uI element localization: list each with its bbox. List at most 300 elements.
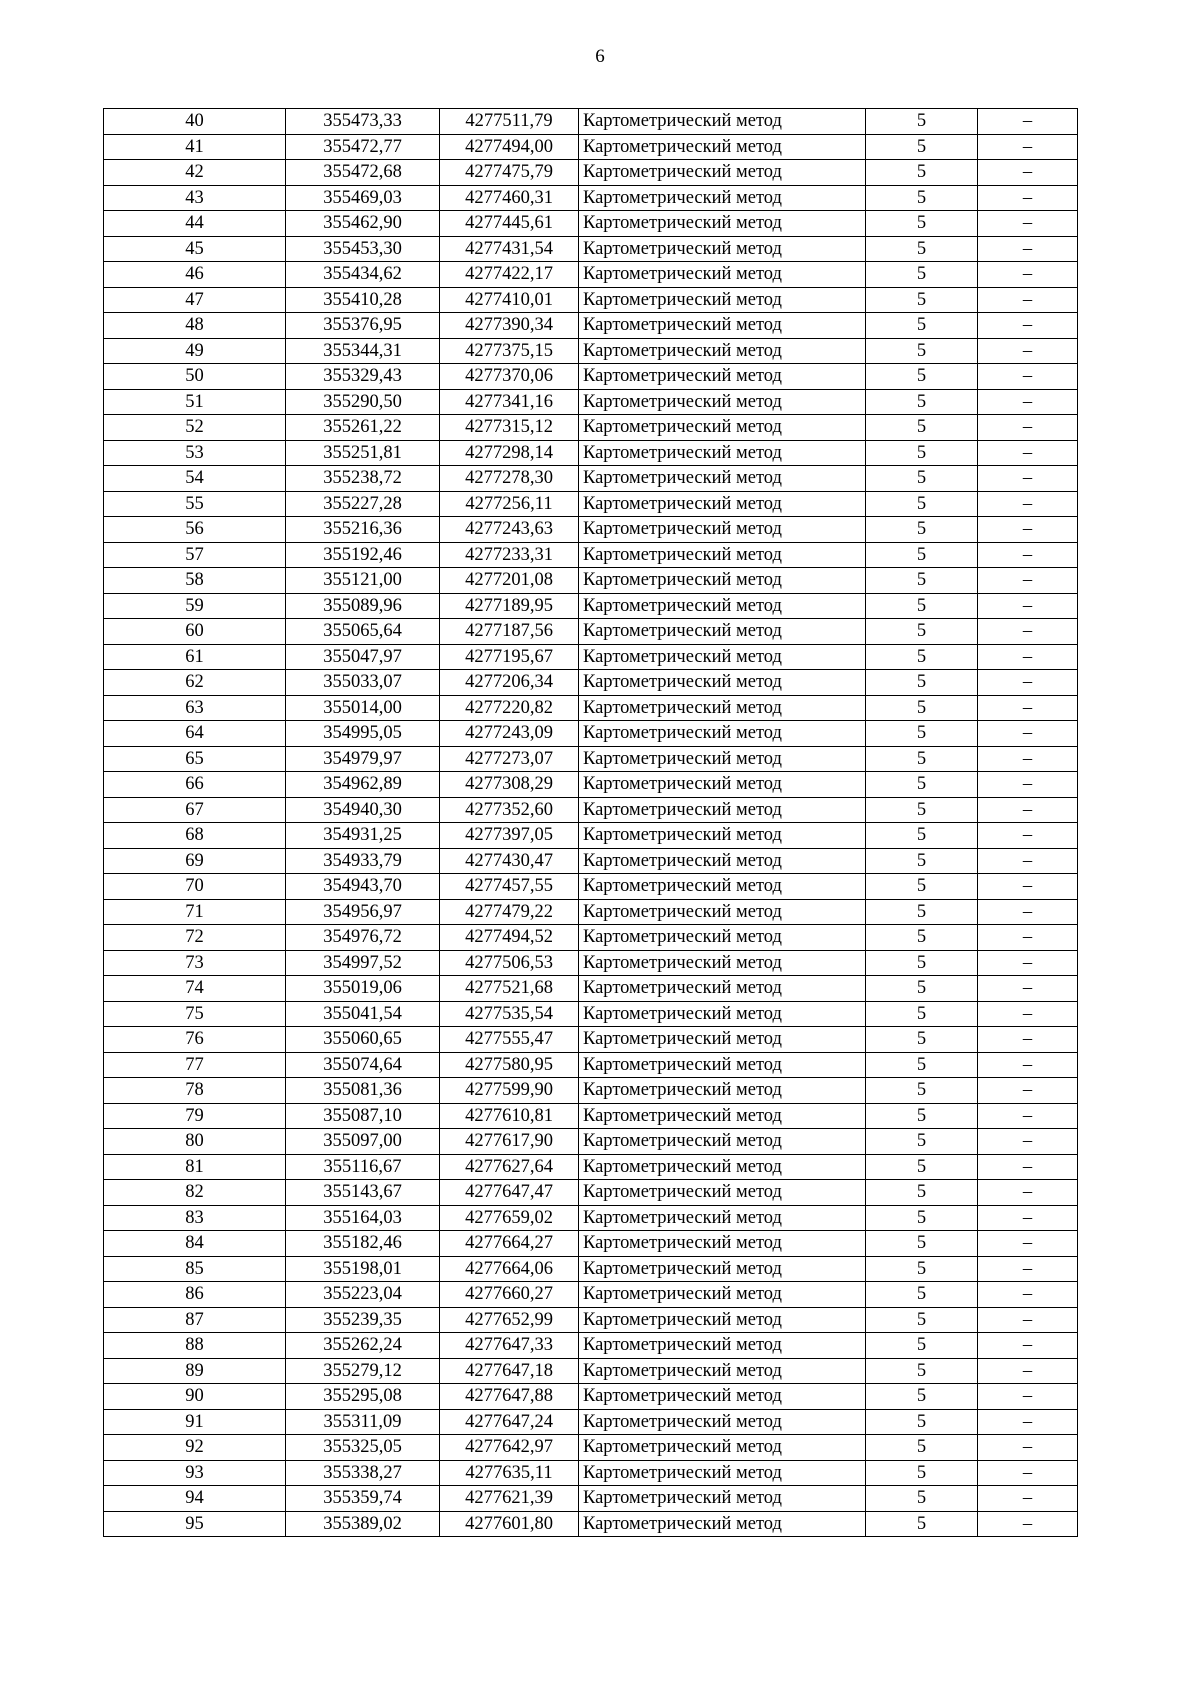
description-cell: – [978, 1435, 1078, 1461]
point-number-cell: 81 [104, 1154, 286, 1180]
table-row [104, 1180, 1078, 1206]
table-row [104, 491, 1078, 517]
y-coordinate-cell: 4277580,95 [440, 1052, 579, 1078]
table-row [104, 1001, 1078, 1027]
description-cell: – [978, 1154, 1078, 1180]
table-row [104, 899, 1078, 925]
y-coordinate-cell: 4277431,54 [440, 236, 579, 262]
y-coordinate-cell: 4277535,54 [440, 1001, 579, 1027]
method-cell: Картометрический метод [579, 466, 866, 492]
point-number-cell: 45 [104, 236, 286, 262]
x-coordinate-cell: 355087,10 [286, 1103, 440, 1129]
table-row [104, 389, 1078, 415]
x-coordinate-cell: 355097,00 [286, 1129, 440, 1155]
y-coordinate-cell: 4277315,12 [440, 415, 579, 441]
x-coordinate-cell: 355376,95 [286, 313, 440, 339]
table-row [104, 848, 1078, 874]
point-number-cell: 80 [104, 1129, 286, 1155]
y-coordinate-cell: 4277278,30 [440, 466, 579, 492]
x-coordinate-cell: 355325,05 [286, 1435, 440, 1461]
table-row [104, 415, 1078, 441]
y-coordinate-cell: 4277206,34 [440, 670, 579, 696]
y-coordinate-cell: 4277521,68 [440, 976, 579, 1002]
method-cell: Картометрический метод [579, 1001, 866, 1027]
table-row [104, 1078, 1078, 1104]
accuracy-cell: 5 [866, 440, 978, 466]
point-number-cell: 63 [104, 695, 286, 721]
accuracy-cell: 5 [866, 517, 978, 543]
accuracy-cell: 5 [866, 262, 978, 288]
x-coordinate-cell: 354933,79 [286, 848, 440, 874]
accuracy-cell: 5 [866, 338, 978, 364]
y-coordinate-cell: 4277660,27 [440, 1282, 579, 1308]
method-cell: Картометрический метод [579, 619, 866, 645]
y-coordinate-cell: 4277610,81 [440, 1103, 579, 1129]
y-coordinate-cell: 4277243,09 [440, 721, 579, 747]
point-number-cell: 82 [104, 1180, 286, 1206]
accuracy-cell: 5 [866, 1486, 978, 1512]
point-number-cell: 50 [104, 364, 286, 390]
table-row [104, 1103, 1078, 1129]
y-coordinate-cell: 4277422,17 [440, 262, 579, 288]
accuracy-cell: 5 [866, 1129, 978, 1155]
x-coordinate-cell: 355311,09 [286, 1409, 440, 1435]
accuracy-cell: 5 [866, 848, 978, 874]
table-row [104, 440, 1078, 466]
table-row [104, 287, 1078, 313]
description-cell: – [978, 568, 1078, 594]
x-coordinate-cell: 354997,52 [286, 950, 440, 976]
point-number-cell: 76 [104, 1027, 286, 1053]
y-coordinate-cell: 4277410,01 [440, 287, 579, 313]
accuracy-cell: 5 [866, 1435, 978, 1461]
x-coordinate-cell: 354979,97 [286, 746, 440, 772]
y-coordinate-cell: 4277635,11 [440, 1460, 579, 1486]
method-cell: Картометрический метод [579, 287, 866, 313]
x-coordinate-cell: 355290,50 [286, 389, 440, 415]
accuracy-cell: 5 [866, 236, 978, 262]
method-cell: Картометрический метод [579, 1460, 866, 1486]
y-coordinate-cell: 4277601,80 [440, 1511, 579, 1537]
y-coordinate-cell: 4277506,53 [440, 950, 579, 976]
table-row [104, 593, 1078, 619]
point-number-cell: 65 [104, 746, 286, 772]
y-coordinate-cell: 4277430,47 [440, 848, 579, 874]
y-coordinate-cell: 4277599,90 [440, 1078, 579, 1104]
point-number-cell: 90 [104, 1384, 286, 1410]
x-coordinate-cell: 354931,25 [286, 823, 440, 849]
method-cell: Картометрический метод [579, 1154, 866, 1180]
method-cell: Картометрический метод [579, 1307, 866, 1333]
method-cell: Картометрический метод [579, 1256, 866, 1282]
method-cell: Картометрический метод [579, 389, 866, 415]
description-cell: – [978, 287, 1078, 313]
description-cell: – [978, 415, 1078, 441]
table-row [104, 746, 1078, 772]
accuracy-cell: 5 [866, 542, 978, 568]
y-coordinate-cell: 4277256,11 [440, 491, 579, 517]
table-row [104, 695, 1078, 721]
table-row [104, 1154, 1078, 1180]
y-coordinate-cell: 4277659,02 [440, 1205, 579, 1231]
accuracy-cell: 5 [866, 619, 978, 645]
x-coordinate-cell: 355329,43 [286, 364, 440, 390]
accuracy-cell: 5 [866, 593, 978, 619]
accuracy-cell: 5 [866, 695, 978, 721]
description-cell: – [978, 746, 1078, 772]
x-coordinate-cell: 355344,31 [286, 338, 440, 364]
method-cell: Картометрический метод [579, 874, 866, 900]
table-row [104, 313, 1078, 339]
accuracy-cell: 5 [866, 1103, 978, 1129]
accuracy-cell: 5 [866, 1409, 978, 1435]
y-coordinate-cell: 4277187,56 [440, 619, 579, 645]
x-coordinate-cell: 355089,96 [286, 593, 440, 619]
y-coordinate-cell: 4277627,64 [440, 1154, 579, 1180]
method-cell: Картометрический метод [579, 1103, 866, 1129]
x-coordinate-cell: 355014,00 [286, 695, 440, 721]
point-number-cell: 78 [104, 1078, 286, 1104]
accuracy-cell: 5 [866, 1460, 978, 1486]
point-number-cell: 94 [104, 1486, 286, 1512]
description-cell: – [978, 1511, 1078, 1537]
description-cell: – [978, 925, 1078, 951]
table-row [104, 160, 1078, 186]
method-cell: Картометрический метод [579, 823, 866, 849]
accuracy-cell: 5 [866, 364, 978, 390]
accuracy-cell: 5 [866, 185, 978, 211]
x-coordinate-cell: 355227,28 [286, 491, 440, 517]
accuracy-cell: 5 [866, 1358, 978, 1384]
table-row [104, 1435, 1078, 1461]
x-coordinate-cell: 355462,90 [286, 211, 440, 237]
x-coordinate-cell: 354956,97 [286, 899, 440, 925]
table-row [104, 466, 1078, 492]
table-row [104, 772, 1078, 798]
accuracy-cell: 5 [866, 1205, 978, 1231]
point-number-cell: 43 [104, 185, 286, 211]
table-row [104, 338, 1078, 364]
table-row [104, 1409, 1078, 1435]
description-cell: – [978, 236, 1078, 262]
table-row [104, 1282, 1078, 1308]
y-coordinate-cell: 4277475,79 [440, 160, 579, 186]
x-coordinate-cell: 355262,24 [286, 1333, 440, 1359]
y-coordinate-cell: 4277555,47 [440, 1027, 579, 1053]
point-number-cell: 83 [104, 1205, 286, 1231]
method-cell: Картометрический метод [579, 568, 866, 594]
point-number-cell: 41 [104, 134, 286, 160]
accuracy-cell: 5 [866, 491, 978, 517]
method-cell: Картометрический метод [579, 1027, 866, 1053]
description-cell: – [978, 1486, 1078, 1512]
y-coordinate-cell: 4277308,29 [440, 772, 579, 798]
description-cell: – [978, 950, 1078, 976]
y-coordinate-cell: 4277195,67 [440, 644, 579, 670]
table-row [104, 823, 1078, 849]
table-row [104, 109, 1078, 135]
point-number-cell: 72 [104, 925, 286, 951]
point-number-cell: 74 [104, 976, 286, 1002]
point-number-cell: 42 [104, 160, 286, 186]
method-cell: Картометрический метод [579, 721, 866, 747]
table-row [104, 797, 1078, 823]
description-cell: – [978, 848, 1078, 874]
table-row [104, 1205, 1078, 1231]
description-cell: – [978, 976, 1078, 1002]
accuracy-cell: 5 [866, 1052, 978, 1078]
point-number-cell: 87 [104, 1307, 286, 1333]
coordinates-table [103, 108, 1078, 1537]
table-row [104, 1460, 1078, 1486]
description-cell: – [978, 823, 1078, 849]
description-cell: – [978, 695, 1078, 721]
method-cell: Картометрический метод [579, 1358, 866, 1384]
point-number-cell: 46 [104, 262, 286, 288]
description-cell: – [978, 1231, 1078, 1257]
accuracy-cell: 5 [866, 160, 978, 186]
description-cell: – [978, 1052, 1078, 1078]
table-row [104, 262, 1078, 288]
y-coordinate-cell: 4277457,55 [440, 874, 579, 900]
method-cell: Картометрический метод [579, 1435, 866, 1461]
description-cell: – [978, 1384, 1078, 1410]
description-cell: – [978, 772, 1078, 798]
description-cell: – [978, 364, 1078, 390]
y-coordinate-cell: 4277370,06 [440, 364, 579, 390]
x-coordinate-cell: 355182,46 [286, 1231, 440, 1257]
y-coordinate-cell: 4277298,14 [440, 440, 579, 466]
point-number-cell: 59 [104, 593, 286, 619]
x-coordinate-cell: 355472,77 [286, 134, 440, 160]
method-cell: Картометрический метод [579, 313, 866, 339]
accuracy-cell: 5 [866, 1307, 978, 1333]
description-cell: – [978, 491, 1078, 517]
x-coordinate-cell: 354976,72 [286, 925, 440, 951]
point-number-cell: 44 [104, 211, 286, 237]
method-cell: Картометрический метод [579, 772, 866, 798]
table-row [104, 364, 1078, 390]
method-cell: Картометрический метод [579, 925, 866, 951]
x-coordinate-cell: 355198,01 [286, 1256, 440, 1282]
description-cell: – [978, 1078, 1078, 1104]
y-coordinate-cell: 4277664,06 [440, 1256, 579, 1282]
description-cell: – [978, 1180, 1078, 1206]
description-cell: – [978, 721, 1078, 747]
method-cell: Картометрический метод [579, 1511, 866, 1537]
point-number-cell: 91 [104, 1409, 286, 1435]
accuracy-cell: 5 [866, 134, 978, 160]
point-number-cell: 86 [104, 1282, 286, 1308]
method-cell: Картометрический метод [579, 109, 866, 135]
y-coordinate-cell: 4277341,16 [440, 389, 579, 415]
y-coordinate-cell: 4277189,95 [440, 593, 579, 619]
point-number-cell: 49 [104, 338, 286, 364]
method-cell: Картометрический метод [579, 262, 866, 288]
accuracy-cell: 5 [866, 1180, 978, 1206]
description-cell: – [978, 1103, 1078, 1129]
description-cell: – [978, 1001, 1078, 1027]
accuracy-cell: 5 [866, 925, 978, 951]
accuracy-cell: 5 [866, 874, 978, 900]
x-coordinate-cell: 354995,05 [286, 721, 440, 747]
point-number-cell: 53 [104, 440, 286, 466]
y-coordinate-cell: 4277397,05 [440, 823, 579, 849]
description-cell: – [978, 1333, 1078, 1359]
point-number-cell: 88 [104, 1333, 286, 1359]
accuracy-cell: 5 [866, 1154, 978, 1180]
x-coordinate-cell: 355261,22 [286, 415, 440, 441]
y-coordinate-cell: 4277494,52 [440, 925, 579, 951]
point-number-cell: 51 [104, 389, 286, 415]
method-cell: Картометрический метод [579, 440, 866, 466]
table-row [104, 542, 1078, 568]
x-coordinate-cell: 355065,64 [286, 619, 440, 645]
method-cell: Картометрический метод [579, 1180, 866, 1206]
y-coordinate-cell: 4277243,63 [440, 517, 579, 543]
table-row [104, 1231, 1078, 1257]
y-coordinate-cell: 4277647,33 [440, 1333, 579, 1359]
description-cell: – [978, 1358, 1078, 1384]
x-coordinate-cell: 355251,81 [286, 440, 440, 466]
point-number-cell: 54 [104, 466, 286, 492]
point-number-cell: 64 [104, 721, 286, 747]
point-number-cell: 58 [104, 568, 286, 594]
description-cell: – [978, 1256, 1078, 1282]
method-cell: Картометрический метод [579, 211, 866, 237]
method-cell: Картометрический метод [579, 1333, 866, 1359]
method-cell: Картометрический метод [579, 899, 866, 925]
method-cell: Картометрический метод [579, 746, 866, 772]
x-coordinate-cell: 355238,72 [286, 466, 440, 492]
description-cell: – [978, 1460, 1078, 1486]
accuracy-cell: 5 [866, 1001, 978, 1027]
x-coordinate-cell: 355223,04 [286, 1282, 440, 1308]
method-cell: Картометрический метод [579, 976, 866, 1002]
table-row [104, 568, 1078, 594]
point-number-cell: 75 [104, 1001, 286, 1027]
method-cell: Картометрический метод [579, 542, 866, 568]
description-cell: – [978, 389, 1078, 415]
x-coordinate-cell: 355216,36 [286, 517, 440, 543]
table-row [104, 619, 1078, 645]
method-cell: Картометрический метод [579, 593, 866, 619]
table-row [104, 976, 1078, 1002]
point-number-cell: 71 [104, 899, 286, 925]
x-coordinate-cell: 355434,62 [286, 262, 440, 288]
y-coordinate-cell: 4277652,99 [440, 1307, 579, 1333]
accuracy-cell: 5 [866, 644, 978, 670]
point-number-cell: 47 [104, 287, 286, 313]
y-coordinate-cell: 4277445,61 [440, 211, 579, 237]
method-cell: Картометрический метод [579, 695, 866, 721]
method-cell: Картометрический метод [579, 1231, 866, 1257]
method-cell: Картометрический метод [579, 848, 866, 874]
description-cell: – [978, 313, 1078, 339]
point-number-cell: 93 [104, 1460, 286, 1486]
y-coordinate-cell: 4277647,18 [440, 1358, 579, 1384]
point-number-cell: 67 [104, 797, 286, 823]
method-cell: Картометрический метод [579, 1282, 866, 1308]
point-number-cell: 40 [104, 109, 286, 135]
method-cell: Картометрический метод [579, 236, 866, 262]
y-coordinate-cell: 4277220,82 [440, 695, 579, 721]
accuracy-cell: 5 [866, 899, 978, 925]
description-cell: – [978, 262, 1078, 288]
description-cell: – [978, 593, 1078, 619]
x-coordinate-cell: 355472,68 [286, 160, 440, 186]
y-coordinate-cell: 4277273,07 [440, 746, 579, 772]
accuracy-cell: 5 [866, 211, 978, 237]
description-cell: – [978, 517, 1078, 543]
x-coordinate-cell: 355060,65 [286, 1027, 440, 1053]
x-coordinate-cell: 355410,28 [286, 287, 440, 313]
table-row [104, 874, 1078, 900]
description-cell: – [978, 670, 1078, 696]
accuracy-cell: 5 [866, 389, 978, 415]
table-row [104, 1511, 1078, 1537]
method-cell: Картометрический метод [579, 491, 866, 517]
table-row [104, 1384, 1078, 1410]
y-coordinate-cell: 4277233,31 [440, 542, 579, 568]
description-cell: – [978, 874, 1078, 900]
description-cell: – [978, 1409, 1078, 1435]
accuracy-cell: 5 [866, 1384, 978, 1410]
x-coordinate-cell: 355121,00 [286, 568, 440, 594]
method-cell: Картометрический метод [579, 1129, 866, 1155]
x-coordinate-cell: 355143,67 [286, 1180, 440, 1206]
description-cell: – [978, 1205, 1078, 1231]
x-coordinate-cell: 355192,46 [286, 542, 440, 568]
accuracy-cell: 5 [866, 313, 978, 339]
point-number-cell: 92 [104, 1435, 286, 1461]
x-coordinate-cell: 355033,07 [286, 670, 440, 696]
method-cell: Картометрический метод [579, 1486, 866, 1512]
method-cell: Картометрический метод [579, 797, 866, 823]
point-number-cell: 84 [104, 1231, 286, 1257]
accuracy-cell: 5 [866, 1078, 978, 1104]
y-coordinate-cell: 4277460,31 [440, 185, 579, 211]
x-coordinate-cell: 355469,03 [286, 185, 440, 211]
method-cell: Картометрический метод [579, 1078, 866, 1104]
x-coordinate-cell: 355279,12 [286, 1358, 440, 1384]
method-cell: Картометрический метод [579, 1409, 866, 1435]
method-cell: Картометрический метод [579, 185, 866, 211]
table-row [104, 1307, 1078, 1333]
point-number-cell: 79 [104, 1103, 286, 1129]
x-coordinate-cell: 355019,06 [286, 976, 440, 1002]
description-cell: – [978, 1027, 1078, 1053]
accuracy-cell: 5 [866, 746, 978, 772]
y-coordinate-cell: 4277621,39 [440, 1486, 579, 1512]
description-cell: – [978, 797, 1078, 823]
x-coordinate-cell: 354943,70 [286, 874, 440, 900]
accuracy-cell: 5 [866, 568, 978, 594]
y-coordinate-cell: 4277479,22 [440, 899, 579, 925]
accuracy-cell: 5 [866, 797, 978, 823]
x-coordinate-cell: 354940,30 [286, 797, 440, 823]
accuracy-cell: 5 [866, 670, 978, 696]
point-number-cell: 61 [104, 644, 286, 670]
x-coordinate-cell: 355338,27 [286, 1460, 440, 1486]
table-row [104, 1052, 1078, 1078]
description-cell: – [978, 211, 1078, 237]
method-cell: Картометрический метод [579, 160, 866, 186]
accuracy-cell: 5 [866, 415, 978, 441]
table-row [104, 1486, 1078, 1512]
table-row [104, 1358, 1078, 1384]
table-row [104, 211, 1078, 237]
